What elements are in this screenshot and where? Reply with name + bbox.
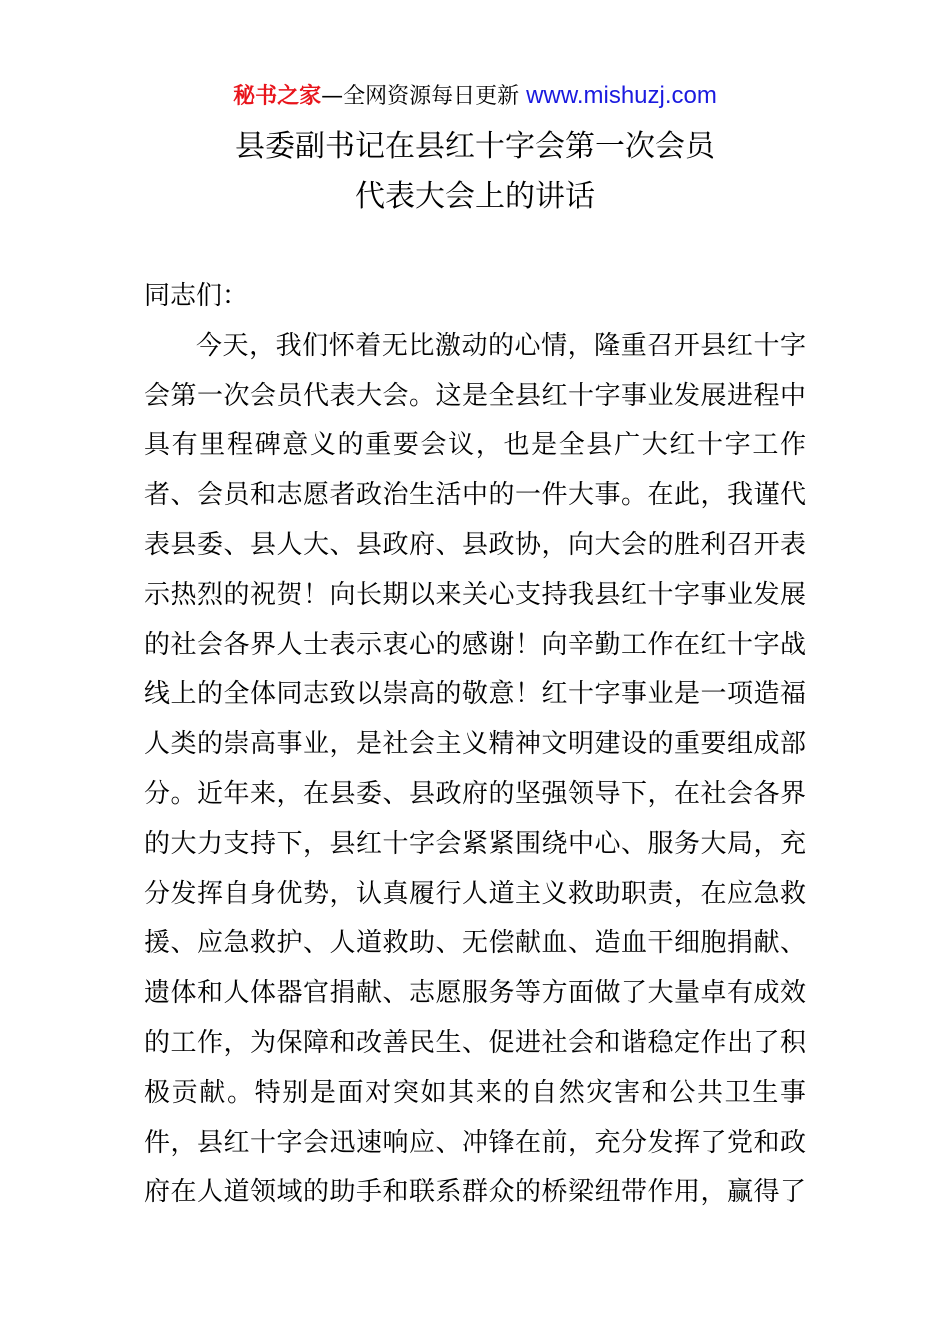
document-title-line-2: 代表大会上的讲话 xyxy=(355,179,595,214)
site-url-link[interactable]: www.mishuzj.com xyxy=(526,82,717,109)
paragraph-line: 者、会员和志愿者政治生活中的一件大事。在此，我谨代 xyxy=(144,480,806,511)
site-header xyxy=(0,80,950,113)
paragraph-line: 具有里程碑意义的重要会议，也是全县广大红十字工作 xyxy=(144,430,806,461)
paragraph-line: 人类的崇高事业，是社会主义精神文明建设的重要组成部 xyxy=(144,729,806,760)
paragraph-line: 援、应急救护、人道救助、无偿献血、造血干细胞捐献、 xyxy=(144,928,806,959)
paragraph-line: 分发挥自身优势，认真履行人道主义救助职责，在应急救 xyxy=(144,878,806,909)
paragraph-line: 极贡献。特别是面对突如其来的自然灾害和公共卫生事 xyxy=(144,1077,806,1108)
brand-name: 秘书之家 xyxy=(233,84,322,109)
paragraph-line: 件，县红十字会迅速响应、冲锋在前，充分发挥了党和政 xyxy=(144,1127,806,1158)
paragraph-line: 分。近年来，在县委、县政府的坚强领导下，在社会各界 xyxy=(144,778,806,809)
paragraph-line: 会第一次会员代表大会。这是全县红十字事业发展进程中 xyxy=(144,380,806,411)
paragraph-line: 府在人道领域的助手和联系群众的桥梁纽带作用，赢得了 xyxy=(144,1177,806,1208)
paragraph-line: 示热烈的祝贺！向长期以来关心支持我县红十字事业发展 xyxy=(144,579,806,610)
document-title-line-1: 县委副书记在县红十字会第一次会员 xyxy=(235,129,715,164)
paragraph-line: 线上的全体同志致以崇高的敬意！红十字事业是一项造福 xyxy=(144,679,806,710)
paragraph-line: 遗体和人体器官捐献、志愿服务等方面做了大量卓有成效 xyxy=(144,978,806,1009)
salutation: 同志们： xyxy=(144,281,249,311)
paragraph-line: 表县委、县人大、县政府、县政协，向大会的胜利召开表 xyxy=(144,529,806,560)
paragraph-line: 今天，我们怀着无比激动的心情，隆重召开县红十字 xyxy=(196,330,806,361)
paragraph-line: 的工作，为保障和改善民生、促进社会和谐稳定作出了积 xyxy=(144,1027,806,1058)
document-body xyxy=(144,272,806,1218)
paragraph-line: 的大力支持下，县红十字会紧紧围绕中心、服务大局，充 xyxy=(144,828,806,859)
paragraph-line: 的社会各界人士表示衷心的感谢！向辛勤工作在红十字战 xyxy=(144,629,806,660)
header-tagline: —全网资源每日更新 xyxy=(321,84,527,109)
